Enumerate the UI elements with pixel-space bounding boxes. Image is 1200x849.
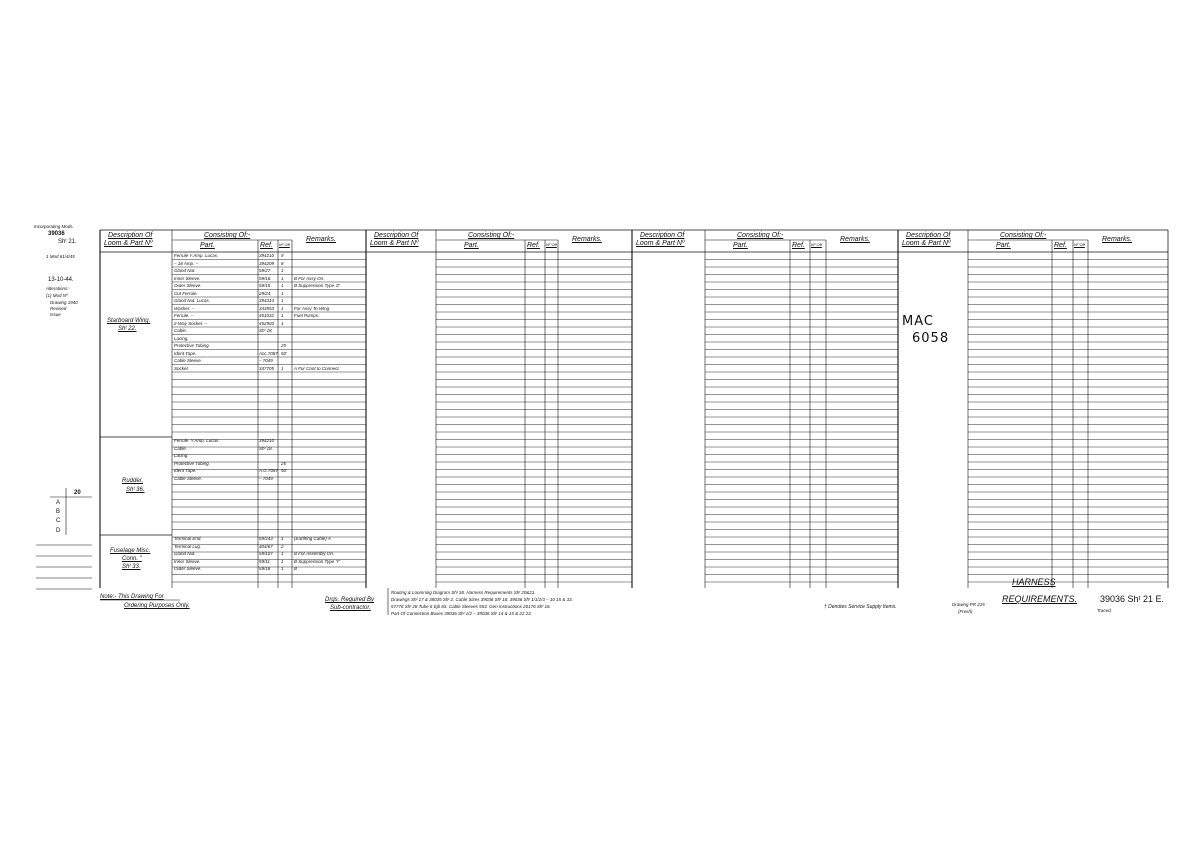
drawing-pr-2: (Fresh)	[958, 609, 973, 614]
drgs-required-2: Sub-contractor.	[330, 605, 371, 611]
title-harness: HARNESS	[1012, 577, 1056, 587]
part-cell: Ident Tape.	[174, 350, 197, 356]
header-no-off-1: Nº Off	[546, 242, 557, 247]
header-description-2: Description Of	[640, 232, 685, 239]
loom-sheet-starboard: Shᵗ 22.	[118, 326, 137, 332]
qty-cell: 25	[281, 343, 287, 348]
drawing-refs-1: Routing & Loomning Diagram Shᵗ 18. Harness Requirements Shᵗ 20&21.	[391, 590, 536, 595]
loom-conn-fuselage: Conn. ″	[122, 556, 142, 562]
part-cell: Ferrule Y.Amp. Lucas.	[174, 253, 219, 258]
ref-cell: Shᵗ 18.	[259, 445, 273, 451]
drawing-pr-1: Drawing PR 215	[952, 602, 985, 607]
ref-cell: Acc.7087	[259, 350, 278, 356]
drawing-refs-4: Part Of Connection Boxes 39036 Shᵗ 1/2 – 39036 Shᵗ 14 & 15 & 22 23.	[391, 611, 532, 616]
qty-cell: 1	[281, 298, 284, 303]
ref-cell: 59/243	[259, 536, 273, 541]
part-cell: Cut Ferrule.	[174, 290, 198, 296]
qty-cell: 1	[281, 365, 284, 371]
part-cell: Ferrule. Y.Amp. Lucas.	[174, 438, 220, 443]
margin-drawing-number: 39036	[48, 231, 65, 237]
part-cell: Outer Sleeve.	[174, 566, 202, 571]
ref-cell: 59/107	[259, 551, 273, 556]
margin-incorporating: Incorporating Mods.	[34, 224, 74, 229]
service-supply-note: † Denotes Service Supply Items.	[824, 604, 897, 610]
ref-cell: 451032	[259, 313, 275, 318]
header-remarks-3: Remarks.	[1102, 236, 1132, 243]
header-loom-part-0: Loom & Part Nº	[104, 240, 153, 247]
header-no-off-2: Nº Off	[811, 242, 822, 247]
qty-cell: 1	[281, 558, 284, 564]
margin-date: 13-10-44.	[48, 277, 74, 283]
part-cell: Terminal End.	[174, 536, 202, 541]
ref-cell: Shᵗ 18.	[259, 328, 273, 333]
margin-issue: Issue	[50, 312, 61, 317]
remark-cell: (Earthing Cable) A	[294, 536, 331, 541]
qty-cell: 1	[281, 313, 284, 318]
ref-cell: 29/24.	[259, 290, 272, 296]
margin-row-a: A	[56, 500, 61, 506]
qty-cell: 8	[281, 260, 284, 266]
header-no-off-3: Nº Off	[1074, 242, 1085, 247]
header-no-off-0: Nº Off	[279, 242, 290, 247]
part-cell: Ferrule. –	[174, 313, 194, 318]
ref-cell: 394209	[259, 260, 275, 266]
header-ref-3: Ref.	[1054, 242, 1067, 249]
remark-cell: B For Assembly On.	[294, 551, 335, 556]
remark-cell: B For Assy On.	[294, 275, 325, 281]
qty-cell: 1	[281, 268, 284, 273]
qty-cell: 9	[281, 253, 284, 258]
qty-cell: 25	[281, 460, 287, 466]
header-loom-part-1: Loom & Part Nº	[370, 240, 419, 247]
qty-cell: 1	[281, 536, 284, 541]
loom-sheet-rudder: Shᵗ 36.	[126, 487, 145, 493]
title-requirements: REQUIREMENTS.	[1002, 594, 1078, 604]
header-consisting-of-2: Consisting Of:-	[737, 232, 784, 239]
ref-cell: – 7049	[259, 475, 273, 481]
part-cell: Cable.	[174, 328, 188, 333]
remark-cell: B Suppression Type 'Z'	[294, 283, 340, 288]
ref-cell: 394210	[259, 253, 275, 258]
header-ref-2: Ref.	[792, 242, 805, 249]
loom-name-starboard: Starboard Wing.	[107, 318, 151, 324]
header-description-3: Description Of	[906, 232, 951, 239]
ref-cell: 394314	[259, 298, 275, 303]
qty-cell: 1	[281, 320, 284, 326]
sheet-reference: 39036 Shᵗ 21 E.	[1100, 594, 1165, 604]
margin-table-header: 20	[74, 490, 81, 496]
loom-name-fuselage: Fuselage Misc.	[110, 548, 151, 554]
header-remarks-1: Remarks.	[572, 236, 602, 243]
remark-cell: B Suppression Type 'Y'	[294, 558, 341, 564]
drawing-refs-3: 57776 Shᵗ 28 Tube 6 Ejb 83. Cable Sleeves 553. Gen Instructions 20176 Shᵗ 16.	[391, 604, 551, 609]
handwritten-number: 6058	[912, 331, 950, 346]
ref-cell: 343553	[259, 305, 275, 311]
drawing-refs-2: Drawings Shᵗ 17 & 38035 Shᵗ 2. Cable Sizes 39036 Shᵗ 18. 39036 Shᵗ 1/1/2/3 – 10 15 & 33.	[391, 597, 573, 602]
traced-label: Traced.	[1097, 608, 1112, 613]
header-ref-1: Ref.	[527, 242, 540, 249]
part-cell: Washer. –	[174, 305, 195, 311]
ref-cell: – 7049	[259, 358, 273, 363]
part-cell: – 18 Amp. –	[174, 260, 199, 266]
header-description-0: Description Of	[108, 232, 153, 239]
remark-cell: For Assy To Wing	[294, 305, 330, 311]
part-cell: Lacing.	[174, 453, 189, 458]
qty-cell: 1	[281, 290, 284, 296]
margin-revised: Revised	[50, 306, 67, 311]
ref-cell: 452903	[259, 320, 275, 326]
part-cell: Outer Sleeve.	[174, 283, 202, 288]
header-description-1: Description Of	[374, 232, 419, 239]
part-cell: Inner Sleeve.	[174, 558, 201, 564]
qty-cell: 1	[281, 566, 284, 571]
header-consisting-of-0: Consisting Of:-	[204, 232, 251, 239]
header-consisting-of-1: Consisting Of:-	[468, 232, 515, 239]
part-cell: Protective Tubing.	[174, 343, 210, 348]
note-line-2: Ordering Purposes Only.	[124, 603, 190, 609]
part-cell: Lacing.	[174, 335, 189, 341]
ref-cell: 404/67	[259, 543, 273, 549]
loom-sheet-fuselage: Shᵗ 33.	[122, 564, 141, 570]
note-line-1: Note:- This Drawing For	[100, 594, 164, 600]
part-cell: Ident Tape.	[174, 468, 197, 473]
ref-cell: 59/27.	[259, 268, 272, 273]
qty-cell: 1	[281, 283, 284, 288]
qty-cell: 1	[281, 551, 284, 556]
header-consisting-of-3: Consisting Of:-	[1000, 232, 1047, 239]
part-cell: Gland Nut.	[174, 551, 196, 556]
qty-cell: 50'	[281, 350, 287, 356]
margin-row-b: B	[56, 509, 61, 515]
header-ref-0: Ref.	[260, 242, 273, 249]
header-remarks-0: Remarks.	[306, 236, 336, 243]
qty-cell: 1	[281, 305, 284, 311]
header-loom-part-3: Loom & Part Nº	[902, 240, 951, 247]
part-cell: Gland Nut.	[174, 268, 196, 273]
ref-cell: 59/16.	[259, 275, 272, 281]
ref-cell: A.G.7087	[259, 468, 279, 473]
part-cell: Gland Nut. Lucas.	[174, 298, 211, 303]
margin-alterations: Alterations:-	[46, 286, 71, 291]
remark-cell: A For Cont to Connect.	[294, 365, 340, 371]
loom-name-rudder: Rudder.	[122, 478, 144, 484]
qty-cell: 50'	[281, 468, 287, 473]
header-remarks-2: Remarks.	[840, 236, 870, 243]
header-part-2: Part.	[733, 242, 748, 249]
part-cell: Socket.	[174, 365, 190, 371]
margin-sheet: Shᵗ 21.	[58, 239, 77, 245]
ref-cell: 394210	[259, 438, 275, 443]
part-cell: 2-Way Socket. –	[174, 320, 207, 326]
ref-cell: 59/18	[259, 566, 271, 571]
header-part-3: Part.	[996, 242, 1011, 249]
header-part-0: Part.	[200, 242, 215, 249]
part-cell: Terminal Lug.	[174, 543, 202, 549]
header-loom-part-2: Loom & Part Nº	[636, 240, 685, 247]
part-cell: Cable.	[174, 445, 188, 451]
margin-drawing: Drawing 1940	[50, 300, 78, 305]
part-cell: Protective Tubing.	[174, 460, 210, 466]
margin-mod: 1 Mod 61/4/45	[46, 254, 75, 259]
header-part-1: Part.	[464, 242, 479, 249]
remark-cell: B	[294, 566, 298, 571]
remark-cell: Fuel Pumps.	[294, 313, 320, 318]
part-cell: Inner Sleeve.	[174, 275, 201, 281]
qty-cell: 1	[281, 275, 284, 281]
qty-cell: 2	[281, 543, 284, 549]
drgs-required-1: Drgs. Required By	[325, 597, 375, 603]
margin-row-d: D	[56, 528, 61, 534]
part-cell: Cable Sleeve.	[174, 358, 203, 363]
ref-cell: 347705	[259, 365, 275, 371]
ref-cell: 59/15.	[259, 283, 272, 288]
handwritten-mac: MAC	[902, 314, 934, 329]
margin-mod-no: (1) Mod Nº	[46, 293, 68, 298]
part-cell: Cable Sleeve.	[174, 475, 203, 481]
margin-row-c: C	[56, 518, 61, 524]
ref-cell: 59/11	[259, 558, 270, 564]
